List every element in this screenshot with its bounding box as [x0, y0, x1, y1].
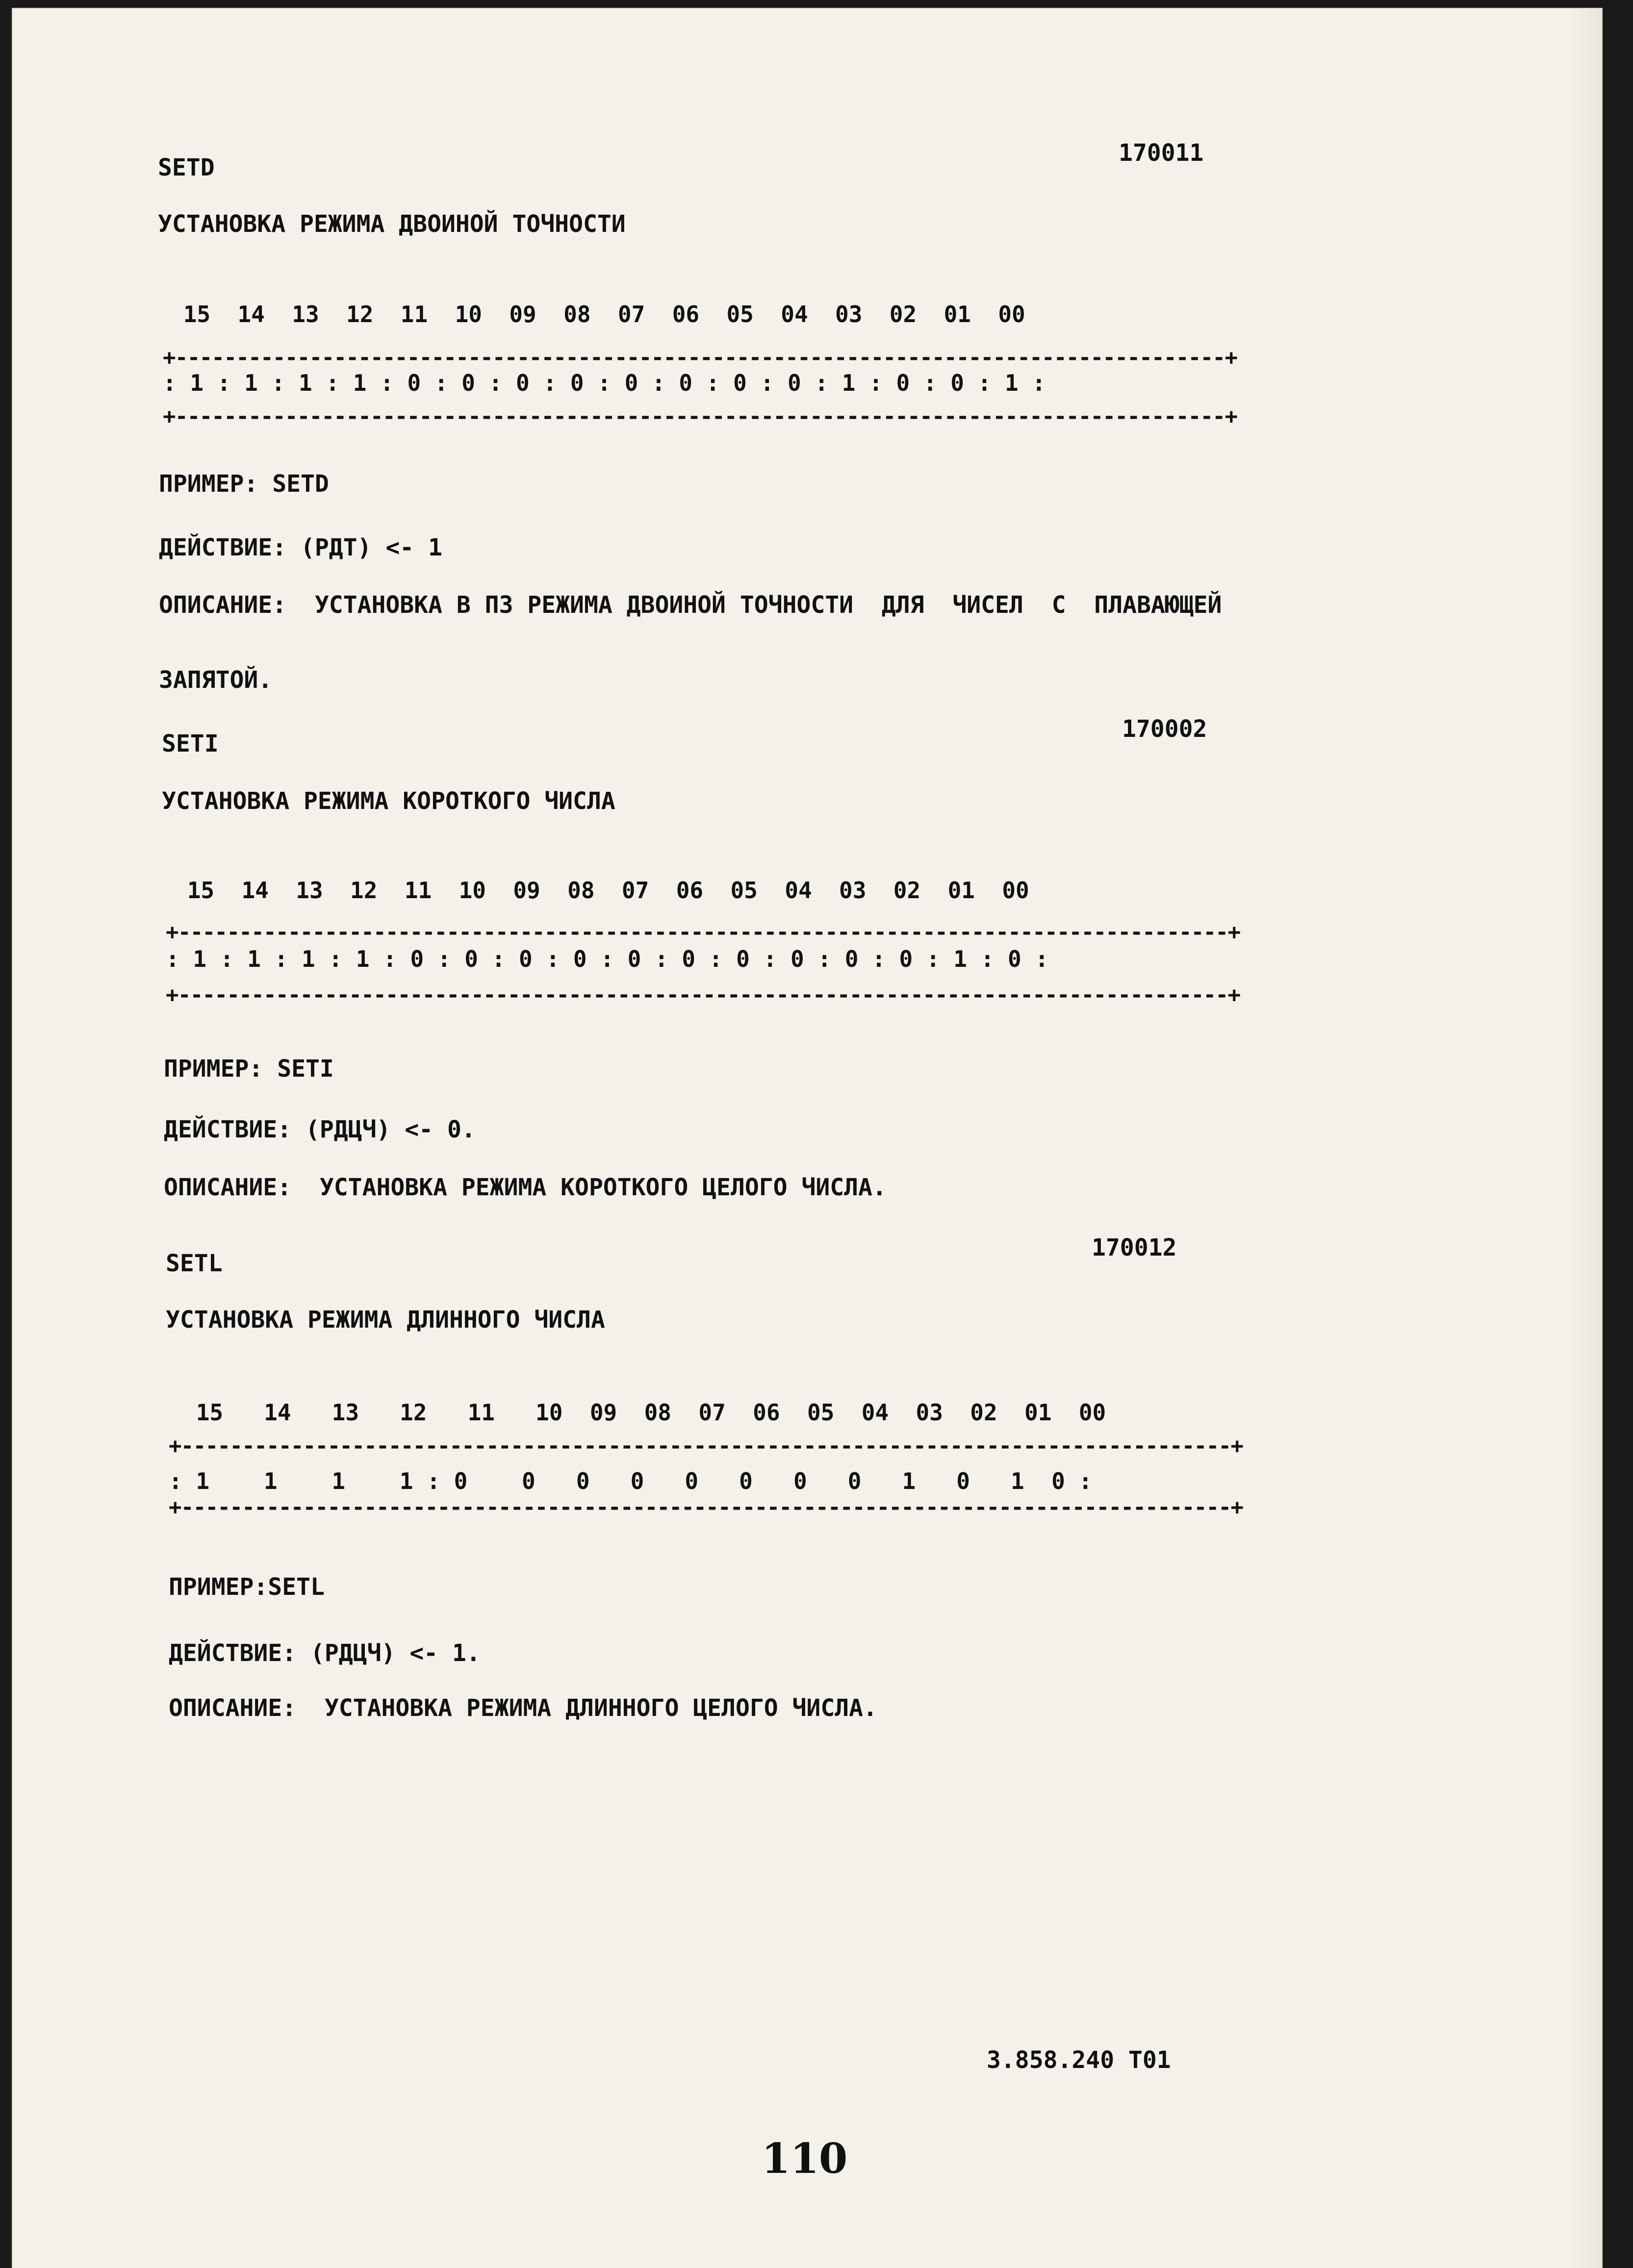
seti-title: УСТАНОВКА РЕЖИМА КОРОТКОГО ЧИСЛА — [162, 787, 615, 815]
seti-description: ОПИСАНИЕ: УСТАНОВКА РЕЖИМА КОРОТКОГО ЦЕЛОГО ЧИСЛА. — [164, 1174, 887, 1201]
seti-bit-values: : 1 : 1 : 1 : 1 : 0 : 0 : 0 : 0 : 0 : 0 : 0 : 0 : 0 : 0 : 1 : 0 : — [166, 946, 1049, 972]
setd-title: УСТАНОВКА РЕЖИМА ДВОИНОЙ ТОЧНОСТИ — [158, 210, 626, 238]
setl-mnemonic: SETL — [166, 1250, 223, 1277]
seti-rule-bottom: +--------------------------------------------------------------------------------------+ — [166, 983, 1240, 1008]
setl-title: УСТАНОВКА РЕЖИМА ДЛИННОГО ЧИСЛА — [166, 1306, 605, 1334]
setd-mnemonic: SETD — [158, 154, 215, 181]
setd-opcode: 170011 — [1119, 139, 1204, 167]
seti-example: ПРИМЕР: SETI — [164, 1055, 334, 1083]
setd-example: ПРИМЕР: SETD — [159, 470, 329, 498]
setl-action: ДЕЙСТВИЕ: (РДЦЧ) <- 1. — [169, 1639, 481, 1667]
setd-rule-bottom: +--------------------------------------------------------------------------------------+ — [163, 404, 1237, 429]
setd-action: ДЕЙСТВИЕ: (РДТ) <- 1 — [159, 534, 442, 561]
setl-rule-top: +--------------------------------------------------------------------------------------+ — [169, 1434, 1243, 1459]
setl-example: ПРИМЕР:SETL — [169, 1573, 325, 1601]
setd-bit-numbers: 15 14 13 12 11 10 09 08 07 06 05 04 03 02 01 00 — [170, 301, 1025, 328]
seti-mnemonic: SETI — [162, 730, 219, 757]
setd-rule-top: +--------------------------------------------------------------------------------------+ — [163, 345, 1237, 370]
paper-edge — [1567, 9, 1602, 2268]
setl-bit-numbers: 15 14 13 12 11 10 09 08 07 06 05 04 03 02 01 00 — [182, 1399, 1106, 1426]
page-number: 110 — [762, 2134, 848, 2183]
setl-rule-bottom: +--------------------------------------------------------------------------------------+ — [169, 1495, 1243, 1520]
setd-description-cont: ЗАПЯТОЙ. — [159, 666, 273, 694]
seti-rule-top: +--------------------------------------------------------------------------------------+ — [166, 920, 1240, 945]
setd-description: ОПИСАНИЕ: УСТАНОВКА В ПЗ РЕЖИМА ДВОИНОЙ ТОЧНОСТИ ДЛЯ ЧИСЕЛ С ПЛАВАЮЩЕЙ — [159, 591, 1222, 619]
setl-opcode: 170012 — [1092, 1234, 1177, 1261]
document-page — [13, 9, 1602, 2268]
setd-bit-values: : 1 : 1 : 1 : 1 : 0 : 0 : 0 : 0 : 0 : 0 : 0 : 0 : 1 : 0 : 0 : 1 : — [163, 370, 1046, 396]
setl-description: ОПИСАНИЕ: УСТАНОВКА РЕЖИМА ДЛИННОГО ЦЕЛОГО ЧИСЛА. — [169, 1694, 877, 1722]
setl-bit-values: : 1 1 1 1 : 0 0 0 0 0 0 0 0 1 0 1 0 : — [169, 1468, 1093, 1494]
seti-bit-numbers: 15 14 13 12 11 10 09 08 07 06 05 04 03 02 01 00 — [174, 877, 1029, 904]
seti-opcode: 170002 — [1122, 715, 1207, 743]
document-code: 3.858.240 Т01 — [987, 2046, 1171, 2074]
seti-action: ДЕЙСТВИЕ: (РДЦЧ) <- 0. — [164, 1116, 476, 1143]
